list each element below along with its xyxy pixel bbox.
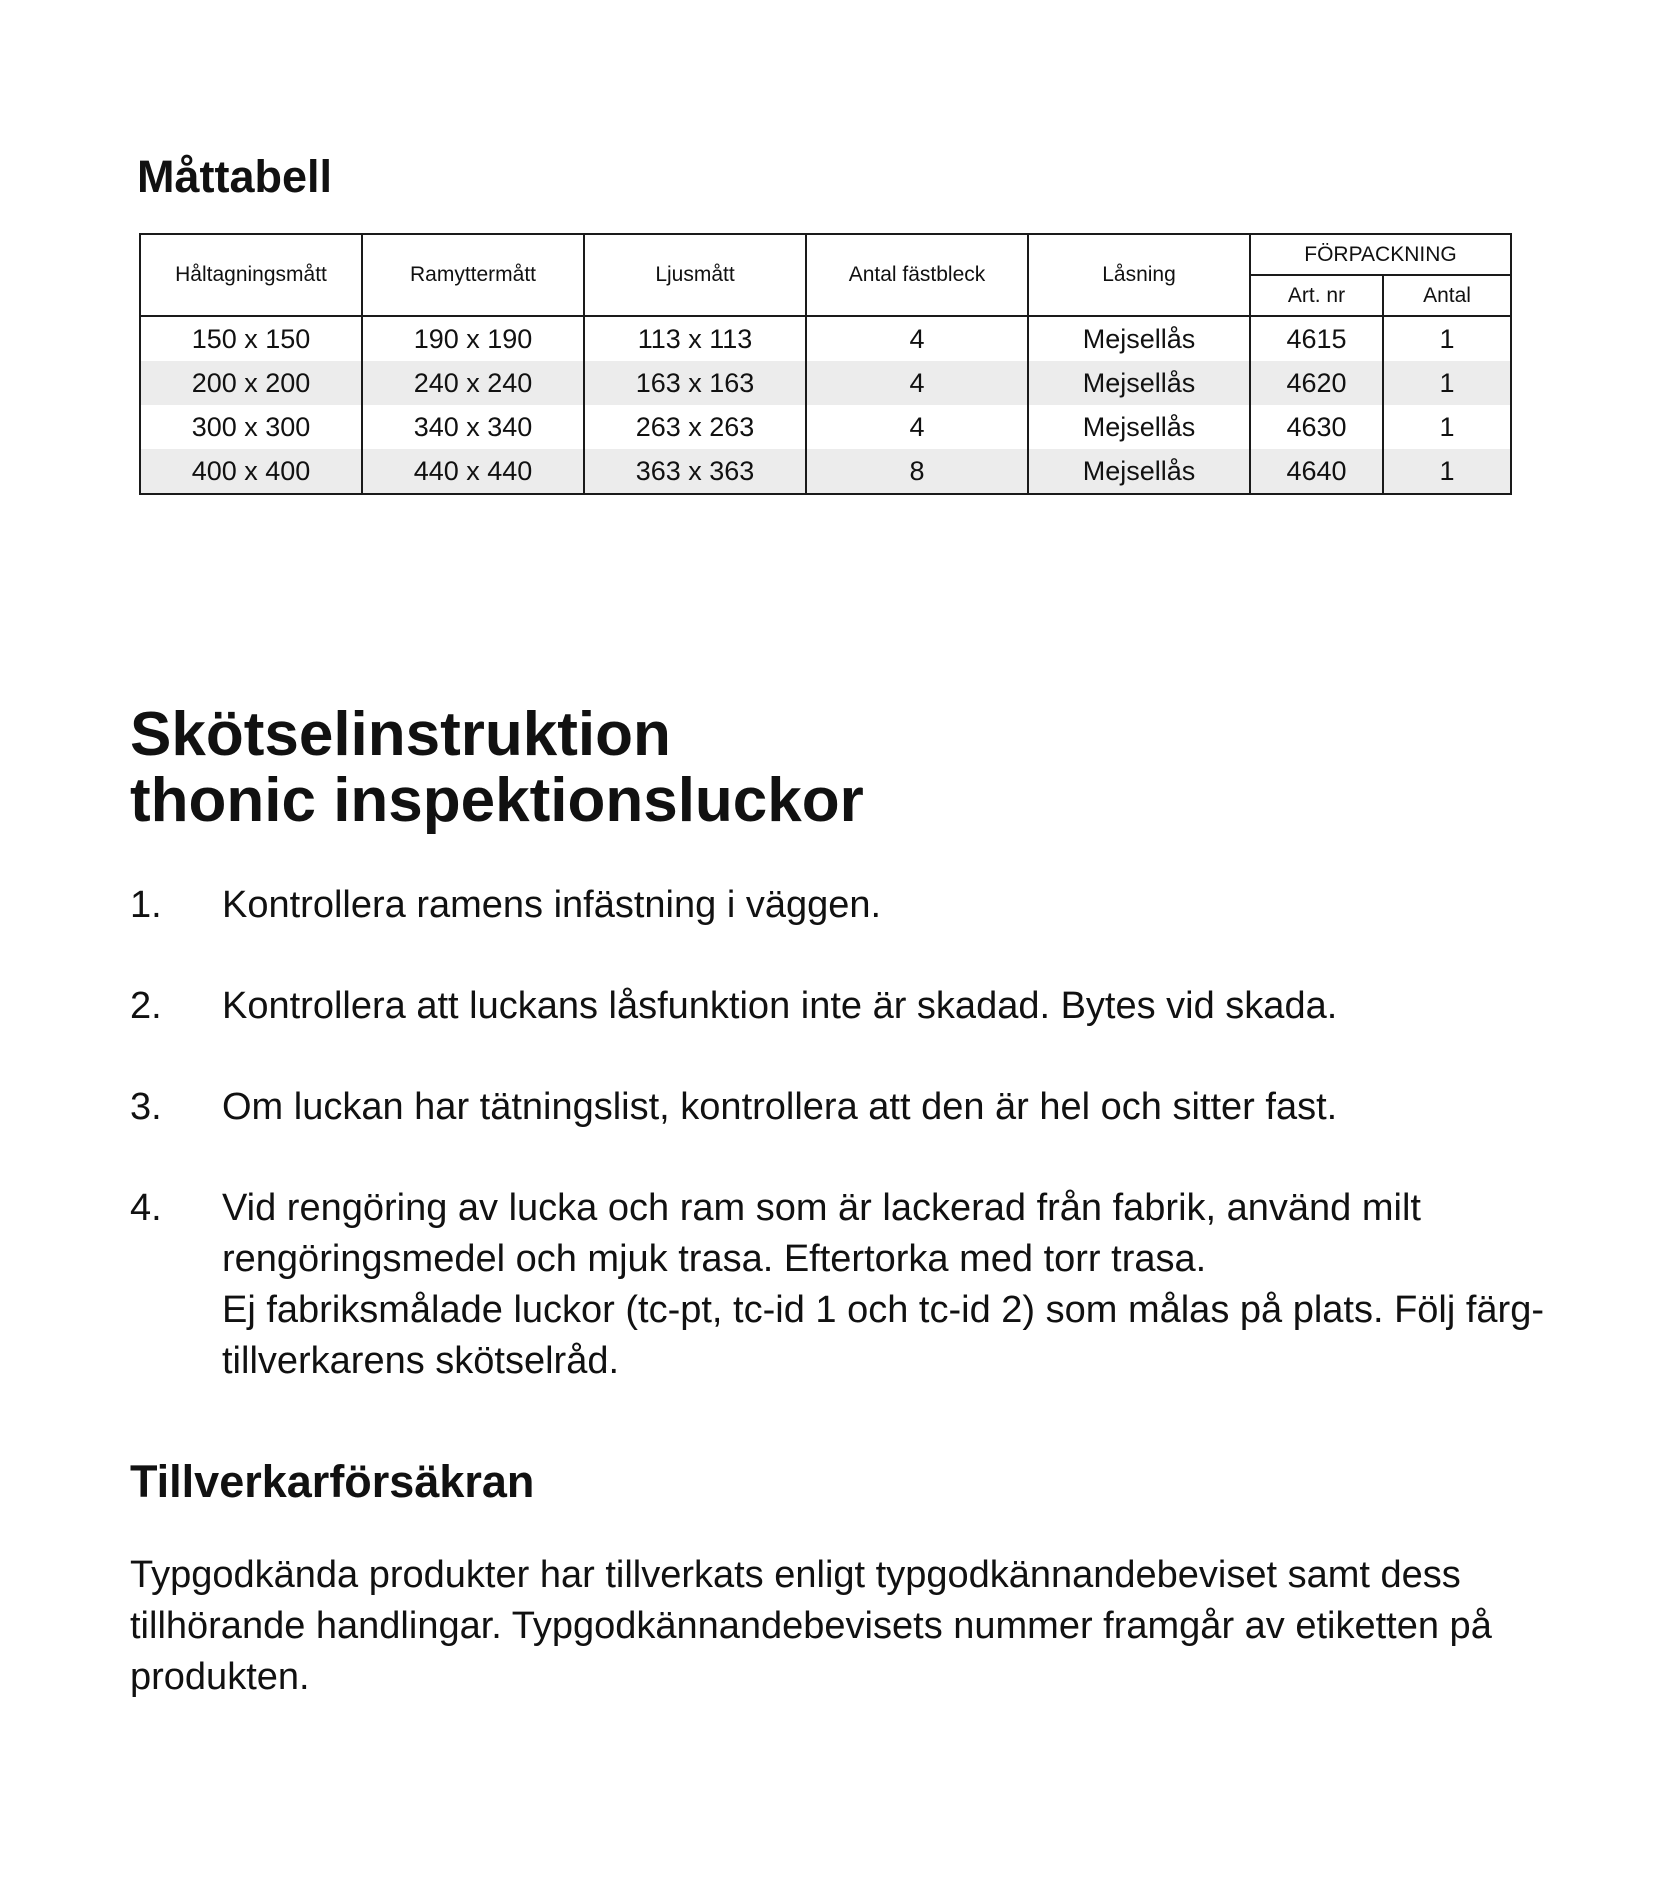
care-instructions-title xyxy=(130,702,864,834)
cell-antal: 1 xyxy=(1383,405,1511,449)
cell-ramyttermatt: 240 x 240 xyxy=(362,361,584,405)
table-row xyxy=(140,361,1511,405)
cell-art-nr: 4630 xyxy=(1250,405,1383,449)
declaration-text: Typgodkända produkter har tillverkats enligt typgodkännandebeviset samt dess tillhörande handlingar. Typgodkännandebevisets nummer framgår av etiketten på produkten. xyxy=(130,1554,1492,1698)
step-extra-text: Ej fabriksmålade luckor (tc-pt, tc-id 1 och tc-id 2) som målas på plats. Följ färg-tillverkarens skötselråd. xyxy=(222,1289,1545,1382)
step-text: Vid rengöring av lucka och ram som är lackerad från fabrik, använd milt rengöringsmedel och mjuk trasa. Eftertorka med torr trasa. xyxy=(222,1187,1421,1280)
care-title-line-1: Skötselinstruktion xyxy=(130,700,671,769)
cell-antal: 1 xyxy=(1383,361,1511,405)
cell-art-nr: 4620 xyxy=(1250,361,1383,405)
header-lasning: Låsning xyxy=(1028,234,1250,316)
list-item xyxy=(130,981,1580,1032)
table-row xyxy=(140,449,1511,494)
cell-ljusmatt: 263 x 263 xyxy=(584,405,806,449)
header-antal: Antal xyxy=(1383,275,1511,316)
header-ljusmatt: Ljusmått xyxy=(584,234,806,316)
cell-antal: 1 xyxy=(1383,316,1511,361)
cell-art-nr: 4640 xyxy=(1250,449,1383,494)
cell-lasning: Mejsellås xyxy=(1028,316,1250,361)
step-number: 3. xyxy=(130,1086,162,1128)
cell-antal-fastbleck: 4 xyxy=(806,316,1028,361)
cell-ramyttermatt: 440 x 440 xyxy=(362,449,584,494)
cell-haltagningsmatt: 300 x 300 xyxy=(140,405,362,449)
cell-haltagningsmatt: 150 x 150 xyxy=(140,316,362,361)
header-art-nr: Art. nr xyxy=(1250,275,1383,316)
step-text: Om luckan har tätningslist, kontrollera att den är hel och sitter fast. xyxy=(222,1086,1338,1128)
cell-lasning: Mejsellås xyxy=(1028,361,1250,405)
list-item xyxy=(130,1082,1580,1133)
cell-ramyttermatt: 190 x 190 xyxy=(362,316,584,361)
header-antal-fastbleck: Antal fästbleck xyxy=(806,234,1028,316)
cell-ljusmatt: 363 x 363 xyxy=(584,449,806,494)
care-title-line-2: thonic inspektionsluckor xyxy=(130,766,864,835)
cell-antal: 1 xyxy=(1383,449,1511,494)
cell-antal-fastbleck: 4 xyxy=(806,405,1028,449)
step-text: Kontrollera ramens infästning i väggen. xyxy=(222,884,882,926)
declaration-title: Tillverkarförsäkran xyxy=(130,1456,535,1507)
table-title: Måttabell xyxy=(137,151,333,202)
header-ramyttermatt: Ramyttermått xyxy=(362,234,584,316)
dimensions-table xyxy=(139,233,1512,495)
cell-lasning: Mejsellås xyxy=(1028,449,1250,494)
cell-ljusmatt: 113 x 113 xyxy=(584,316,806,361)
step-number: 4. xyxy=(130,1187,162,1229)
table-row xyxy=(140,405,1511,449)
step-text: Kontrollera att luckans låsfunktion inte är skadad. Bytes vid skada. xyxy=(222,985,1338,1027)
list-item xyxy=(130,1183,1580,1387)
cell-antal-fastbleck: 8 xyxy=(806,449,1028,494)
cell-art-nr: 4615 xyxy=(1250,316,1383,361)
cell-haltagningsmatt: 200 x 200 xyxy=(140,361,362,405)
cell-antal-fastbleck: 4 xyxy=(806,361,1028,405)
header-haltagningsmatt: Håltagningsmått xyxy=(140,234,362,316)
step-number: 2. xyxy=(130,985,162,1027)
header-forpackning: FÖRPACKNING xyxy=(1250,234,1511,275)
cell-ljusmatt: 163 x 163 xyxy=(584,361,806,405)
list-item xyxy=(130,880,1580,931)
care-steps-list xyxy=(130,880,1580,1437)
step-number: 1. xyxy=(130,884,162,926)
cell-lasning: Mejsellås xyxy=(1028,405,1250,449)
cell-ramyttermatt: 340 x 340 xyxy=(362,405,584,449)
table-row xyxy=(140,316,1511,361)
cell-haltagningsmatt: 400 x 400 xyxy=(140,449,362,494)
